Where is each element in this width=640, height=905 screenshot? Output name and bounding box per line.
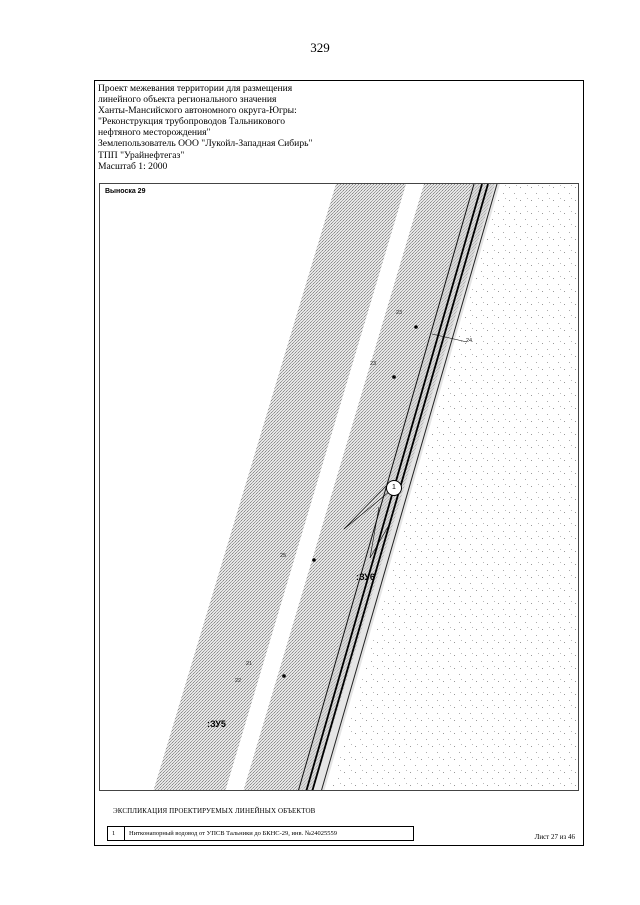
object-marker: 1 bbox=[386, 480, 402, 496]
legend-description: Нитконапорный водовод от УПСВ Тальники до БКНС-29, инв. №24025559 bbox=[125, 827, 414, 841]
point-marker bbox=[392, 375, 396, 379]
point-label: 25 bbox=[280, 553, 287, 559]
point-label: 23 bbox=[370, 361, 377, 367]
point-label: 22 bbox=[235, 678, 242, 684]
map-callout-frame bbox=[99, 183, 579, 791]
zu6-label: :ЗУ6 bbox=[356, 572, 375, 582]
title-line: Проект межевания территории для размещения bbox=[98, 83, 293, 94]
point-label: 21 bbox=[246, 661, 253, 667]
zu5-label: :ЗУ5 bbox=[207, 719, 226, 729]
title-block bbox=[98, 83, 312, 172]
sheet-number: Лист 27 из 46 bbox=[534, 833, 575, 841]
callout-title: Выноска 29 bbox=[105, 188, 146, 195]
drawing-sheet bbox=[94, 80, 584, 846]
title-line: Землепользователь ООО "Лукойл-Западная Сибирь" bbox=[98, 138, 313, 150]
legend-row bbox=[108, 827, 414, 841]
title-line: "Реконструкция трубопроводов Тальникового bbox=[98, 116, 286, 128]
point-marker bbox=[282, 674, 286, 678]
page-number: 329 bbox=[310, 40, 330, 55]
point-marker bbox=[312, 558, 316, 562]
point-label: 23 bbox=[396, 310, 403, 316]
title-line: линейного объекта регионального значения bbox=[98, 94, 277, 106]
legend-table bbox=[107, 826, 414, 841]
legend-number: 1 bbox=[108, 827, 125, 841]
map-drawing bbox=[100, 184, 579, 791]
scale-line: Масштаб 1: 2000 bbox=[98, 160, 168, 172]
title-line: Ханты-Мансийского автономного округа-Югры: bbox=[98, 105, 297, 117]
title-line: нефтяного месторождения" bbox=[98, 127, 211, 139]
point-marker bbox=[414, 325, 418, 329]
legend-heading: ЭКСПЛИКАЦИЯ ПРОЕКТИРУЕМЫХ ЛИНЕЙНЫХ ОБЪЕКТОВ bbox=[113, 807, 316, 815]
point-label: 24 bbox=[466, 338, 473, 344]
title-line: ТПП "Урайнефтегаз" bbox=[98, 149, 185, 161]
